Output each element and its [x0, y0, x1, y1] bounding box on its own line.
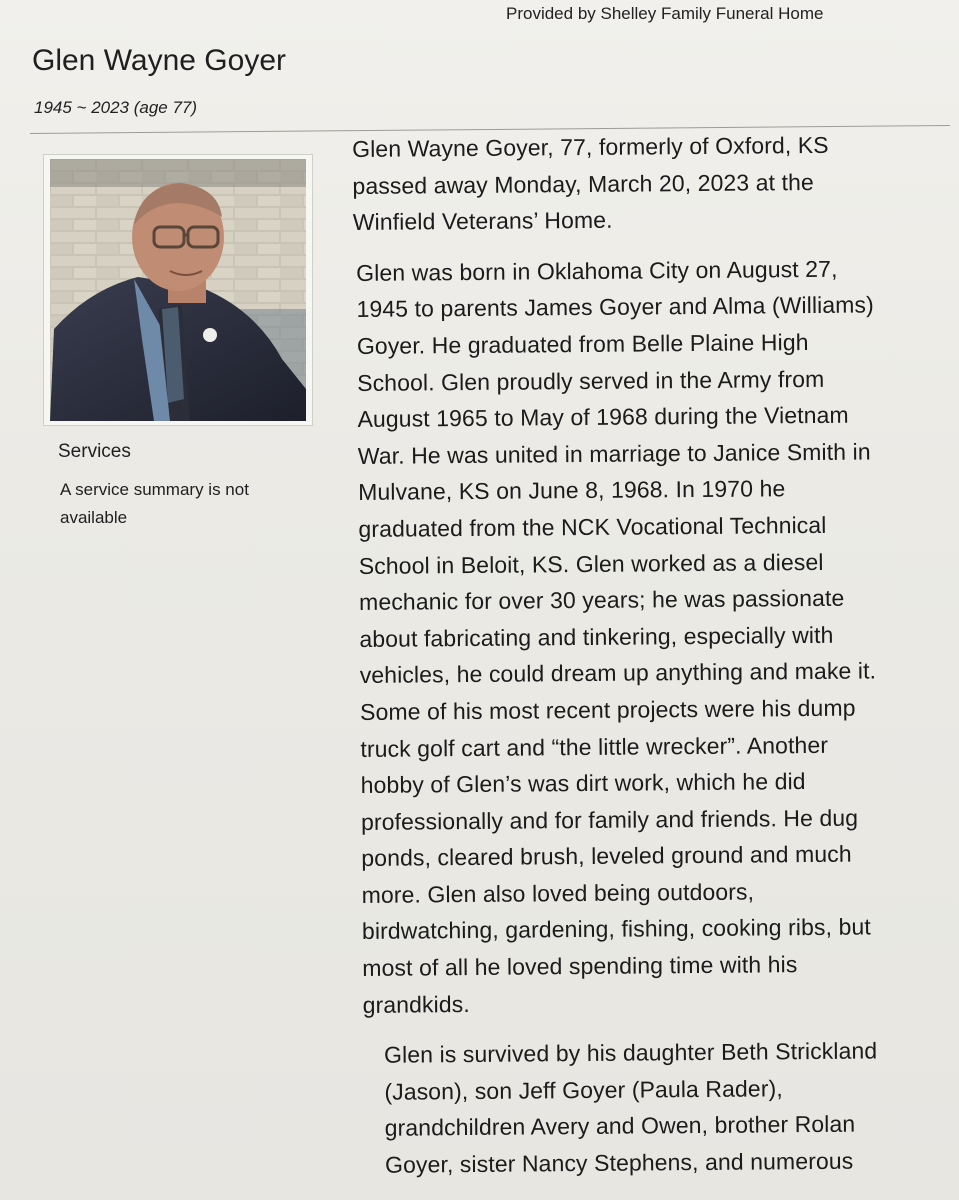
bio-line: truck golf cart and “the little wrecker”. Another	[360, 731, 829, 762]
bio-line: professionally and for family and friends. He dug	[360, 804, 859, 835]
portrait-photo	[44, 155, 312, 425]
bio-line: birdwatching, gardening, fishing, cooking ribs, but	[361, 913, 871, 945]
bio-line: ponds, cleared brush, leveled ground and much	[361, 840, 852, 872]
bio-paragraph	[384, 1032, 959, 1183]
obituary-text	[352, 126, 959, 1198]
bio-line: hobby of Glen’s was dirt work, which he did	[360, 768, 806, 799]
services-heading: Services	[58, 441, 131, 462]
bio-line: Winfield Veterans’ Home.	[352, 206, 613, 236]
bio-paragraph	[356, 250, 959, 1024]
bio-line: graduated from the NCK Vocational Technical	[358, 511, 827, 542]
bio-line: Goyer, sister Nancy Stephens, and numerous	[384, 1147, 854, 1178]
bio-line: most of all he loved spending time with his	[362, 951, 798, 982]
life-dates: 1945 ~ 2023 (age 77)	[34, 98, 198, 117]
bio-line: August 1965 to May of 1968 during the Vietnam	[357, 401, 849, 433]
deceased-name: Glen Wayne Goyer	[32, 44, 286, 77]
bio-line: Goyer. He graduated from Belle Plaine High	[356, 328, 809, 359]
bio-line: Mulvane, KS on June 8, 1968. In 1970 he	[358, 475, 786, 506]
services-summary: A service summary is not available	[60, 480, 249, 527]
bio-line: Glen Wayne Goyer, 77, formerly of Oxford, KS	[352, 131, 829, 162]
bio-line: School in Beloit, KS. Glen worked as a diesel	[358, 548, 824, 579]
bio-line: more. Glen also loved being outdoors,	[361, 878, 755, 908]
provider-credit: Provided by Shelley Family Funeral Home	[506, 4, 824, 23]
bio-line: grandkids.	[362, 990, 470, 1018]
bio-line: Glen was born in Oklahoma City on August 27,	[356, 255, 838, 286]
bio-line: School. Glen proudly served in the Army from	[357, 365, 825, 396]
bio-line: War. He was united in marriage to Janice Smith in	[357, 438, 871, 469]
bio-line: passed away Monday, March 20, 2023 at the	[352, 168, 814, 199]
bio-line: (Jason), son Jeff Goyer (Paula Rader),	[384, 1075, 783, 1105]
bio-line: Glen is survived by his daughter Beth Strickland	[383, 1037, 878, 1069]
bio-line: mechanic for over 30 years; he was passionate	[358, 584, 845, 616]
bio-line: 1945 to parents James Goyer and Alma (Williams)	[356, 291, 874, 323]
bio-line: vehicles, he could dream up anything and make it.	[359, 657, 877, 689]
bio-paragraph	[352, 126, 953, 241]
bio-line: about fabricating and tinkering, especially with	[359, 621, 834, 652]
bio-line: Some of his most recent projects were his dump	[359, 694, 856, 725]
portrait-image	[50, 159, 306, 421]
bio-line: grandchildren Avery and Owen, brother Rolan	[384, 1111, 856, 1142]
obituary-header	[0, 0, 959, 138]
